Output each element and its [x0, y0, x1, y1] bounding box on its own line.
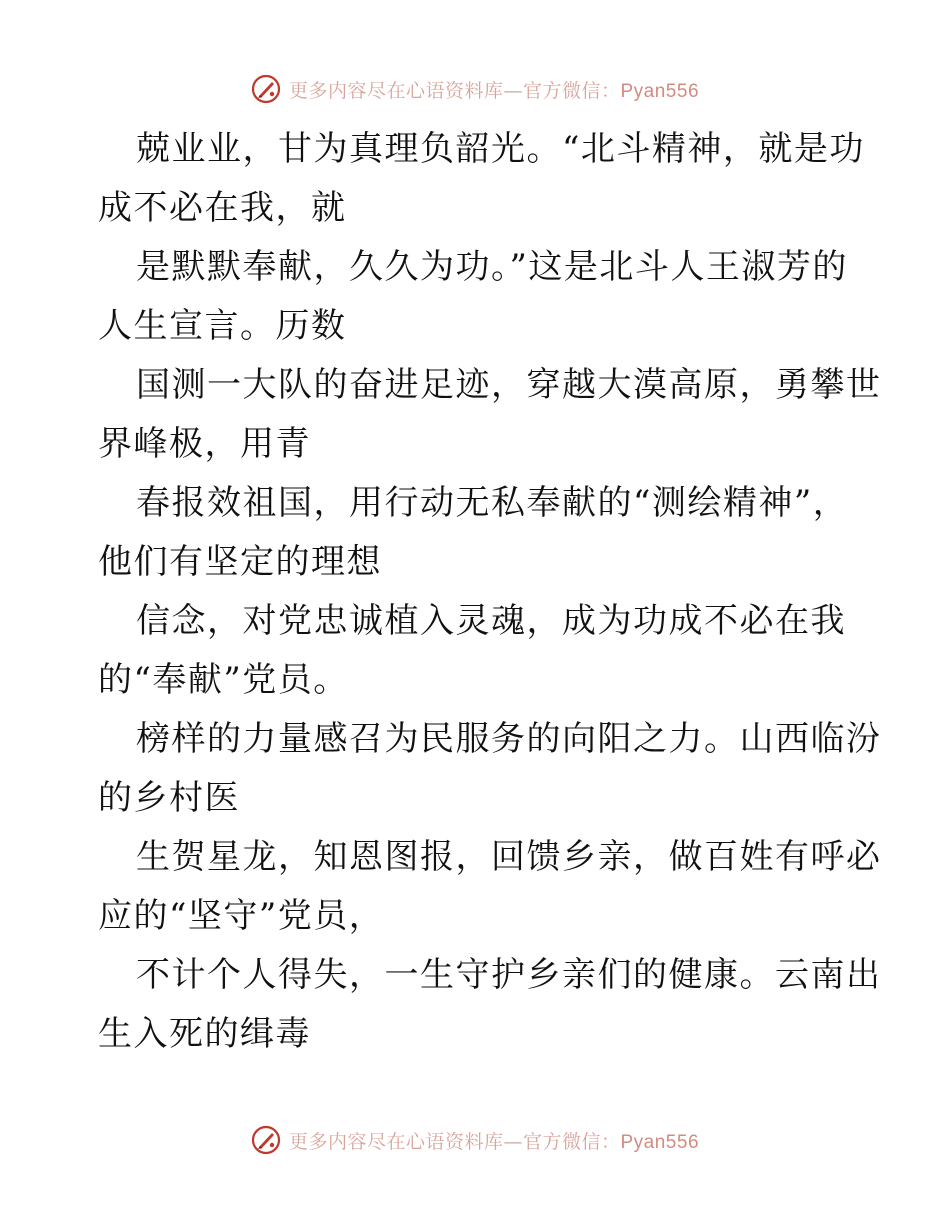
footer-banner-text [289, 1127, 699, 1154]
quill-pen-logo-icon [251, 74, 281, 104]
body-line: 的乡村医 [98, 778, 240, 818]
footer-promo-text: 更多内容尽在心语资料库 [288, 1130, 504, 1153]
header-wechat-id: Pyan556 [620, 80, 700, 102]
header-promo-text: 更多内容尽在心语资料库 [288, 79, 504, 102]
body-line: 榜样的力量感召为民服务的向阳之力。山西临汾 [136, 719, 882, 759]
body-line: 生入死的缉毒 [98, 1014, 311, 1054]
body-line: 成不必在我，就 [98, 188, 347, 228]
body-line: 界峰极，用青 [98, 424, 311, 464]
body-line: 人生宣言。历数 [98, 306, 347, 346]
body-line: 兢业业，甘为真理负韶光。“北斗精神，就是功 [136, 129, 865, 169]
header-wechat-label: 官方微信： [522, 79, 621, 102]
quill-pen-logo-icon [251, 1125, 281, 1155]
body-line: 不计个人得失，一生守护乡亲们的健康。云南出 [136, 955, 882, 995]
footer-separator: — [503, 1130, 523, 1153]
document-body [98, 120, 882, 1064]
body-line: 生贺星龙，知恩图报，回馈乡亲，做百姓有呼必 [136, 837, 882, 877]
body-line: 他们有坚定的理想 [98, 542, 382, 582]
footer-wechat-id: Pyan556 [620, 1131, 700, 1153]
body-line: 春报效祖国，用行动无私奉献的“测绘精神”， [136, 483, 849, 523]
header-banner [0, 71, 950, 107]
header-separator: — [503, 79, 523, 102]
footer-wechat-label: 官方微信： [522, 1130, 621, 1153]
footer-banner [0, 1122, 950, 1158]
body-line: 信念，对党忠诚植入灵魂，成为功成不必在我 [136, 601, 846, 641]
header-banner-text [289, 76, 699, 103]
body-line: 是默默奉献，久久为功。”这是北斗人王淑芳的 [136, 247, 848, 287]
body-line: 的“奉献”党员。 [98, 660, 349, 700]
body-line: 应的“坚守”党员， [98, 896, 385, 936]
body-line: 国测一大队的奋进足迹，穿越大漠高原，勇攀世 [136, 365, 882, 405]
